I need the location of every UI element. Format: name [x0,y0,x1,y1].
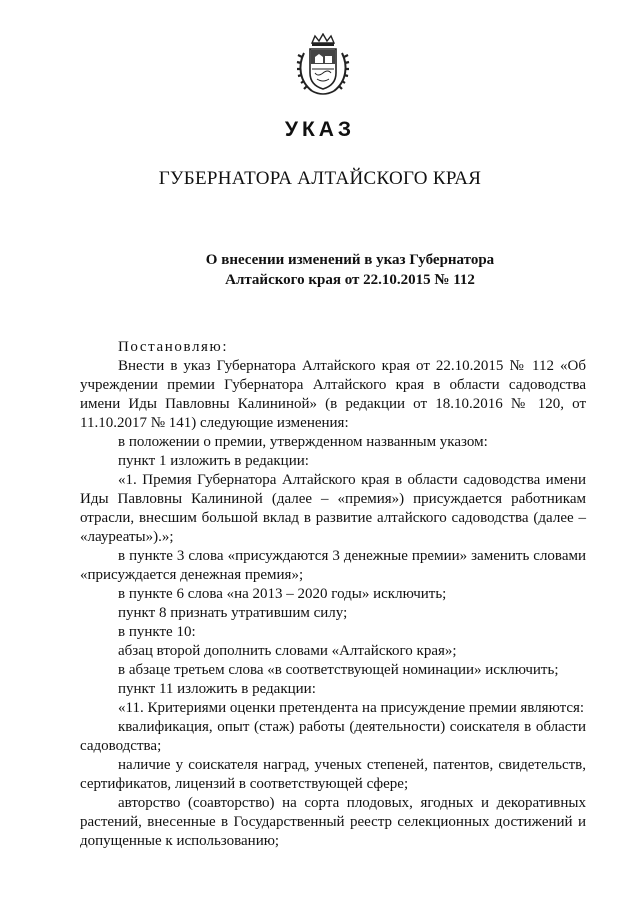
paragraph: квалификация, опыт (стаж) работы (деятельности) соискателя в области садоводства; [80,719,586,754]
paragraph: в абзаце третьем слова «в соответствующей номинации» исключить; [118,662,559,678]
paragraph: авторство (соавторство) на сорта плодовых, ягодных и декоративных растений, внесенные в Государственный реестр селекционных достижений и допущенные к использованию; [80,795,586,849]
paragraph: в пункте 6 слова «на 2013 – 2020 годы» исключить; [118,586,447,602]
paragraph: наличие у соискателя наград, ученых степеней, патентов, свидетельств, сертификатов, лицензий в соответствующей сфере; [80,757,586,792]
document-type-title: УКАЗ [284,118,356,141]
paragraph: Внести в указ Губернатора Алтайского края от 22.10.2015 № 112 «Об учреждении премии Губернатора Алтайского края в области садоводства имени Иды Павловны Калининой» (в редакции от 18.10.2016 № 120, от 11.10.2017 № 141) следующие изменения: [80,358,586,431]
document-body [80,338,586,851]
paragraph: «1. Премия Губернатора Алтайского края в области садоводства имени Иды Павловны Калининой (далее – «премия») присуждается работникам отрасли, внесшим большой вклад в развитие алтайского садоводства (далее – «лауреаты»).»; [80,472,586,545]
paragraph: в пункте 3 слова «присуждаются 3 денежные премии» заменить словами «присуждается денежная премия»; [80,548,586,583]
paragraph: пункт 8 признать утратившим силу; [118,605,348,621]
paragraph: абзац второй дополнить словами «Алтайского края»; [118,643,457,659]
decree-preamble: Постановляю: [118,339,229,355]
heading-line: О внесении изменений в указ Губернатора [205,252,495,268]
issuer-subtitle: ГУБЕРНАТОРА АЛТАЙСКОГО КРАЯ [158,168,482,189]
paragraph: пункт 11 изложить в редакции: [118,681,316,697]
paragraph: пункт 1 изложить в редакции: [118,453,309,469]
paragraph: в положении о премии, утвержденном названным указом: [118,434,488,450]
paragraph: в пункте 10: [118,624,196,640]
paragraph: «11. Критериями оценки претендента на присуждение премии являются: [118,700,585,716]
document-heading [150,250,550,290]
altai-coat-of-arms-icon [294,33,352,99]
heading-line: Алтайского края от 22.10.2015 № 112 [225,272,475,288]
